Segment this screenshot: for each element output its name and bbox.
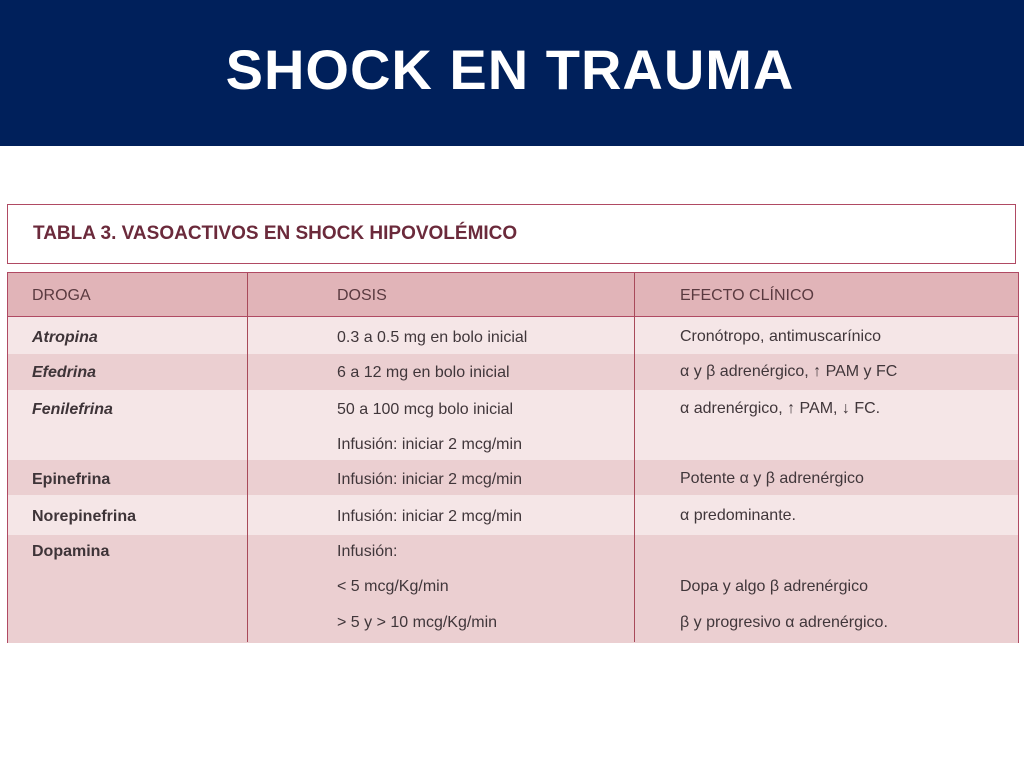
slide-title-banner xyxy=(0,0,1024,146)
drug-name: Norepinefrina xyxy=(32,508,137,525)
header-effect: EFECTO CLÍNICO xyxy=(680,287,814,304)
effect-text: Cronótropo, antimuscarínico xyxy=(680,328,881,345)
effect-text: Potente α y β adrenérgico xyxy=(680,470,864,487)
slide-title: SHOCK EN TRAUMA xyxy=(225,37,795,101)
drug-name: Fenilefrina xyxy=(32,401,113,418)
dose-text: Infusión: iniciar 2 mcg/min xyxy=(337,436,522,453)
column-divider xyxy=(247,273,248,642)
drug-name: Atropina xyxy=(32,329,98,346)
effect-text: α y β adrenérgico, ↑ PAM y FC xyxy=(680,363,898,380)
dose-text: 6 a 12 mg en bolo inicial xyxy=(337,364,510,381)
dose-text: Infusión: xyxy=(337,543,398,560)
dose-text: < 5 mcg/Kg/min xyxy=(337,578,449,595)
dose-text: Infusión: iniciar 2 mcg/min xyxy=(337,471,522,488)
dose-text: > 5 y > 10 mcg/Kg/min xyxy=(337,614,498,631)
header-drug: DROGA xyxy=(32,287,91,304)
drug-name: Efedrina xyxy=(32,364,97,381)
dose-text: 50 a 100 mcg bolo inicial xyxy=(337,401,514,418)
effect-text: α predominante. xyxy=(680,507,796,524)
vasoactive-table xyxy=(7,272,1019,643)
column-divider xyxy=(634,273,635,642)
table-caption: TABLA 3. VASOACTIVOS EN SHOCK HIPOVOLÉMICO xyxy=(7,204,1016,264)
drug-name: Dopamina xyxy=(32,543,110,560)
effect-text: β y progresivo α adrenérgico. xyxy=(680,614,888,631)
header-dose: DOSIS xyxy=(337,287,387,304)
drug-name: Epinefrina xyxy=(32,471,111,488)
dose-text: 0.3 a 0.5 mg en bolo inicial xyxy=(337,329,528,346)
table-header-row xyxy=(8,273,1018,317)
dose-text: Infusión: iniciar 2 mcg/min xyxy=(337,508,522,525)
effect-text: Dopa y algo β adrenérgico xyxy=(680,578,868,595)
effect-text: α adrenérgico, ↑ PAM, ↓ FC. xyxy=(680,400,881,417)
